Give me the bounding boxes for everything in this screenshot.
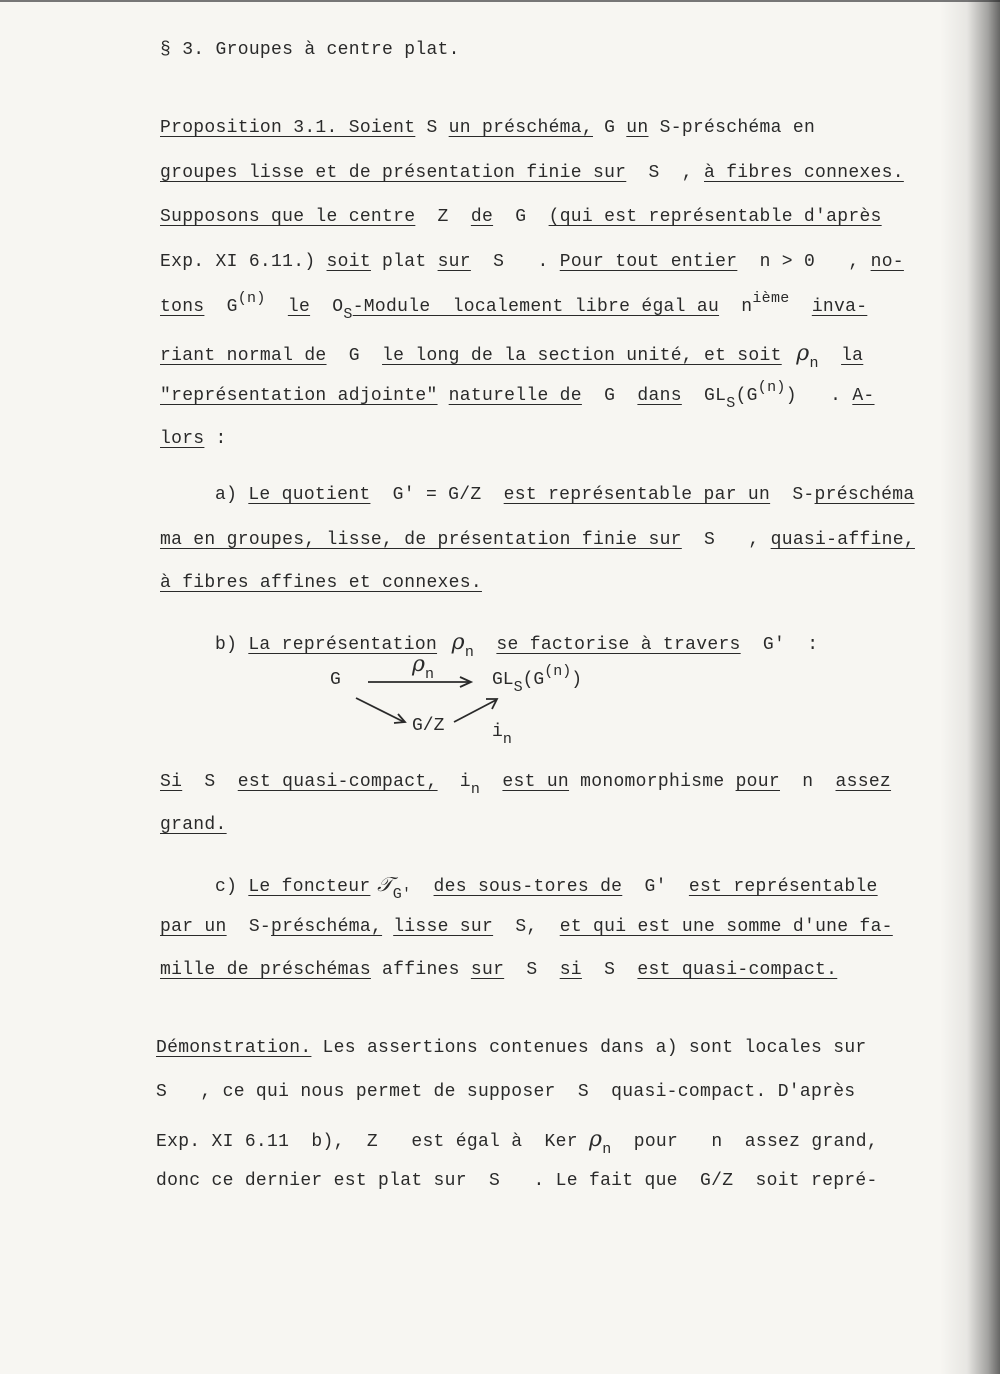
- arrow-i: [454, 700, 496, 722]
- diagram-target: $GL_S(G^{(n)})$: [492, 663, 583, 696]
- prop-line-5: tons $G^{(n)}$ le $O_S$-Module localement libre égal au $n^{ième}$ inva-: [160, 290, 868, 323]
- diagram-rho-label: $\rho_n$: [412, 652, 434, 683]
- item-a-line-3: à fibres affines et connexes.: [160, 573, 482, 593]
- prop-line-6: riant normal de G le long de la section unité, et soit $\rho_n$ la: [160, 341, 864, 372]
- prop-line-3: Supposons que le centre Z de G (qui est représentable d'après: [160, 207, 882, 227]
- commutative-diagram: [320, 652, 640, 760]
- item-a-line-1: a) Le quotient G' = G/Z est représentable par un S-préschéma: [215, 485, 915, 505]
- demo-line-1: Démonstration. Les assertions contenues dans a) sont locales sur: [156, 1038, 867, 1058]
- arrow-to-quotient: [356, 698, 404, 722]
- prop-line-4: Exp. XI 6.11.) soit plat sur S . Pour tout entier n > 0 , no-: [160, 252, 904, 272]
- item-c-line-3: mille de préschémas affines sur S si S est quasi-compact.: [160, 960, 838, 980]
- prop-line-8: lors :: [160, 429, 227, 449]
- prop-line-1: Proposition 3.1. Soient S un préschéma, G un S-préschéma en: [160, 118, 816, 138]
- diagram-i-label: $i_n$: [492, 722, 512, 748]
- section-title: § 3. Groupes à centre plat.: [160, 40, 460, 60]
- demo-line-4: donc ce dernier est plat sur S . Le fait que G/Z soit repré-: [156, 1171, 878, 1191]
- item-c-line-2: par un S-préschéma, lisse sur S, et qui est une somme d'une fa-: [160, 917, 893, 937]
- prop-line-7: "représentation adjointe" naturelle de G dans $GL_S(G^{(n)})$ . A-: [160, 379, 875, 412]
- top-border: [0, 0, 1000, 2]
- prop-heading: Proposition 3.1. Soient: [160, 118, 416, 138]
- item-c-line-1: c) Le foncteur 𝒯$_{G'}$ des sous-tores de G' est représentable: [215, 872, 878, 903]
- item-b-line-1: b) La représentation $\rho_n$ se factorise à travers G' :: [215, 630, 819, 661]
- scan-edge-shadow: [940, 0, 1000, 1374]
- demo-line-3: Exp. XI 6.11 b), Z est égal à Ker $\rho_n$ pour n assez grand,: [156, 1127, 878, 1158]
- prop-line-2: groupes lisse et de présentation finie sur S , à fibres connexes.: [160, 163, 904, 183]
- demo-line-2: S , ce qui nous permet de supposer S quasi-compact. D'après: [156, 1082, 856, 1102]
- after-diagram-line-1: Si S est quasi-compact, $i_n$ est un monomorphisme pour n assez: [160, 772, 892, 798]
- diagram-arrows: [320, 660, 640, 760]
- demo-heading: Démonstration.: [156, 1038, 312, 1058]
- after-diagram-line-2: grand.: [160, 815, 227, 835]
- diagram-quotient: G/Z: [412, 716, 445, 736]
- item-a-line-2: ma en groupes, lisse, de présentation finie sur S , quasi-affine,: [160, 530, 915, 550]
- diagram-source: G: [330, 670, 341, 690]
